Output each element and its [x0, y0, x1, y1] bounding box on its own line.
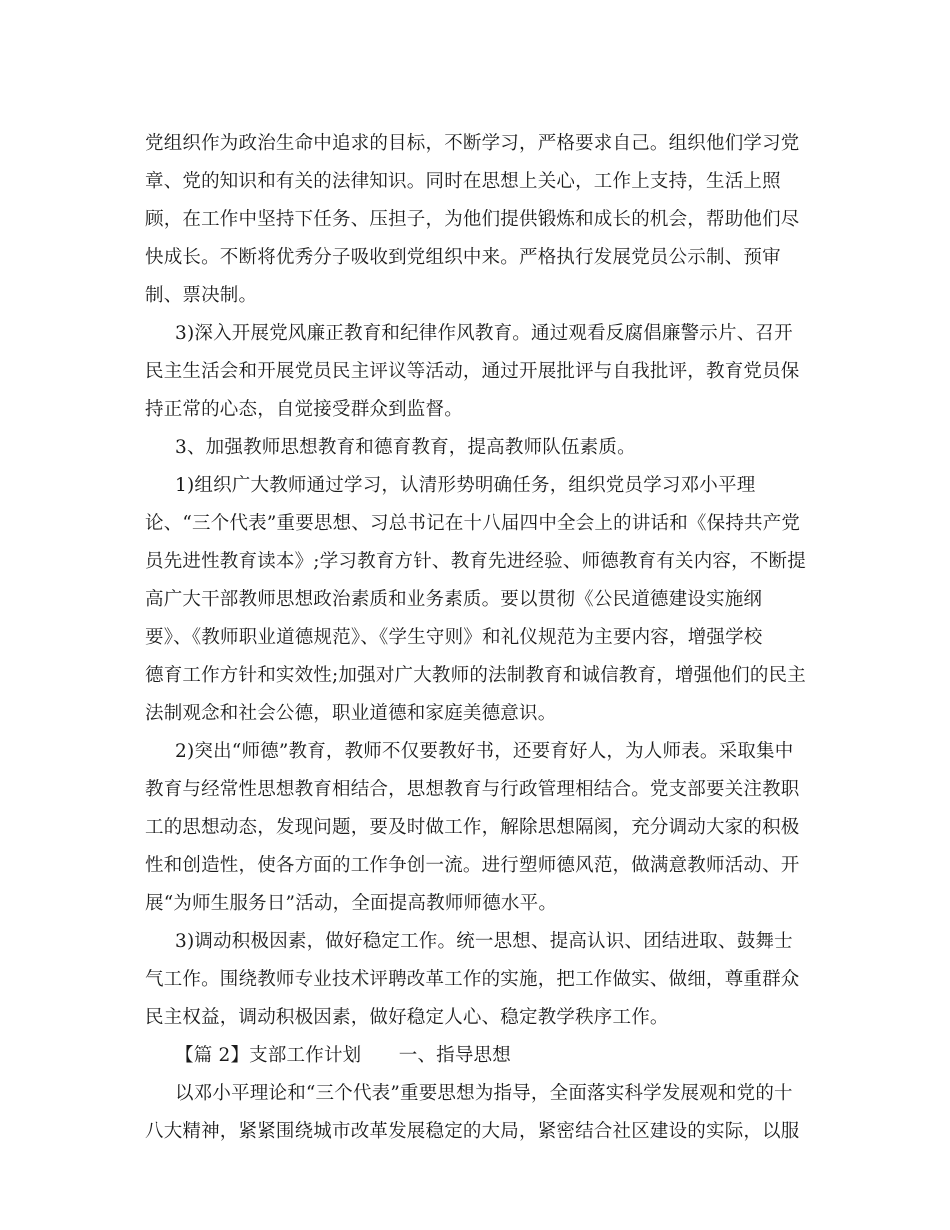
text-line: 以邓小平理论和“三个代表”重要思想为指导，全面落实科学发展观和党的十	[175, 1083, 793, 1104]
text-line: 1)组织广大教师通过学习，认清形势明确任务，组织党员学习邓小平理	[175, 475, 756, 496]
text-line: 制、票决制。	[145, 285, 258, 306]
text-line: 教育与经常性思想教育相结合，思想教育与行政管理相结合。党支部要关注教职	[145, 779, 800, 800]
text-line: 八大精神，紧紧围绕城市改革发展稳定的大局，紧密结合社区建设的实际，以服	[145, 1121, 800, 1142]
text-line: 员先进性教育读本》;学习教育方针、教育先进经验、师德教育有关内容，不断提	[145, 551, 806, 572]
text-line: 持正常的心态，自觉接受群众到监督。	[145, 399, 463, 420]
text-line: 德育工作方针和实效性;加强对广大教师的法制教育和诚信教育，增强他们的民主	[145, 665, 806, 686]
text-line: 法制观念和社会公德，职业道德和家庭美德意识。	[145, 703, 557, 724]
text-line: 性和创造性，使各方面的工作争创一流。进行塑师德风范，做满意教师活动、开	[145, 855, 800, 876]
text-line: 民主权益，调动积极因素，做好稳定人心、稳定教学秩序工作。	[145, 1007, 669, 1028]
section-heading: 【篇 2】支部工作计划 一、指导思想	[175, 1045, 511, 1066]
text-line: 3)深入开展党风廉正教育和纪律作风教育。通过观看反腐倡廉警示片、召开	[175, 323, 793, 344]
text-line: 顾，在工作中坚持下任务、压担子，为他们提供锻炼和成长的机会，帮助他们尽	[145, 209, 800, 230]
text-line: 快成长。不断将优秀分子吸收到党组织中来。严格执行发展党员公示制、预审	[145, 247, 781, 268]
text-line: 高广大干部教师思想政治素质和业务素质。要以贯彻《公民道德建设实施纲	[145, 589, 763, 610]
text-line: 要》、《教师职业道德规范》、《学生守则》和礼仪规范为主要内容，增强学校	[145, 627, 763, 648]
text-line: 气工作。围绕教师专业技术评聘改革工作的实施，把工作做实、做细，尊重群众	[145, 969, 800, 990]
text-line: 论、“三个代表”重要思想、习总书记在十八届四中全会上的讲话和《保持共产党	[145, 513, 801, 534]
text-line: 工的思想动态，发现问题，要及时做工作，解除思想隔阂，充分调动大家的积极	[145, 817, 800, 838]
section-heading: 3、加强教师思想教育和德育教育，提高教师队伍素质。	[175, 437, 636, 458]
text-line: 3)调动积极因素，做好稳定工作。统一思想、提高认识、团结进取、鼓舞士	[175, 931, 793, 952]
text-line: 章、党的知识和有关的法律知识。同时在思想上关心，工作上支持，生活上照	[145, 171, 781, 192]
text-line: 民主生活会和开展党员民主评议等活动，通过开展批评与自我批评，教育党员保	[145, 361, 800, 382]
text-line: 展“为师生服务日”活动，全面提高教师师德水平。	[145, 893, 558, 914]
text-line: 党组织作为政治生命中追求的目标，不断学习，严格要求自己。组织他们学习党	[145, 133, 800, 154]
text-line: 2)突出“师德”教育，教师不仅要教好书，还要育好人，为人师表。采取集中	[175, 741, 794, 762]
